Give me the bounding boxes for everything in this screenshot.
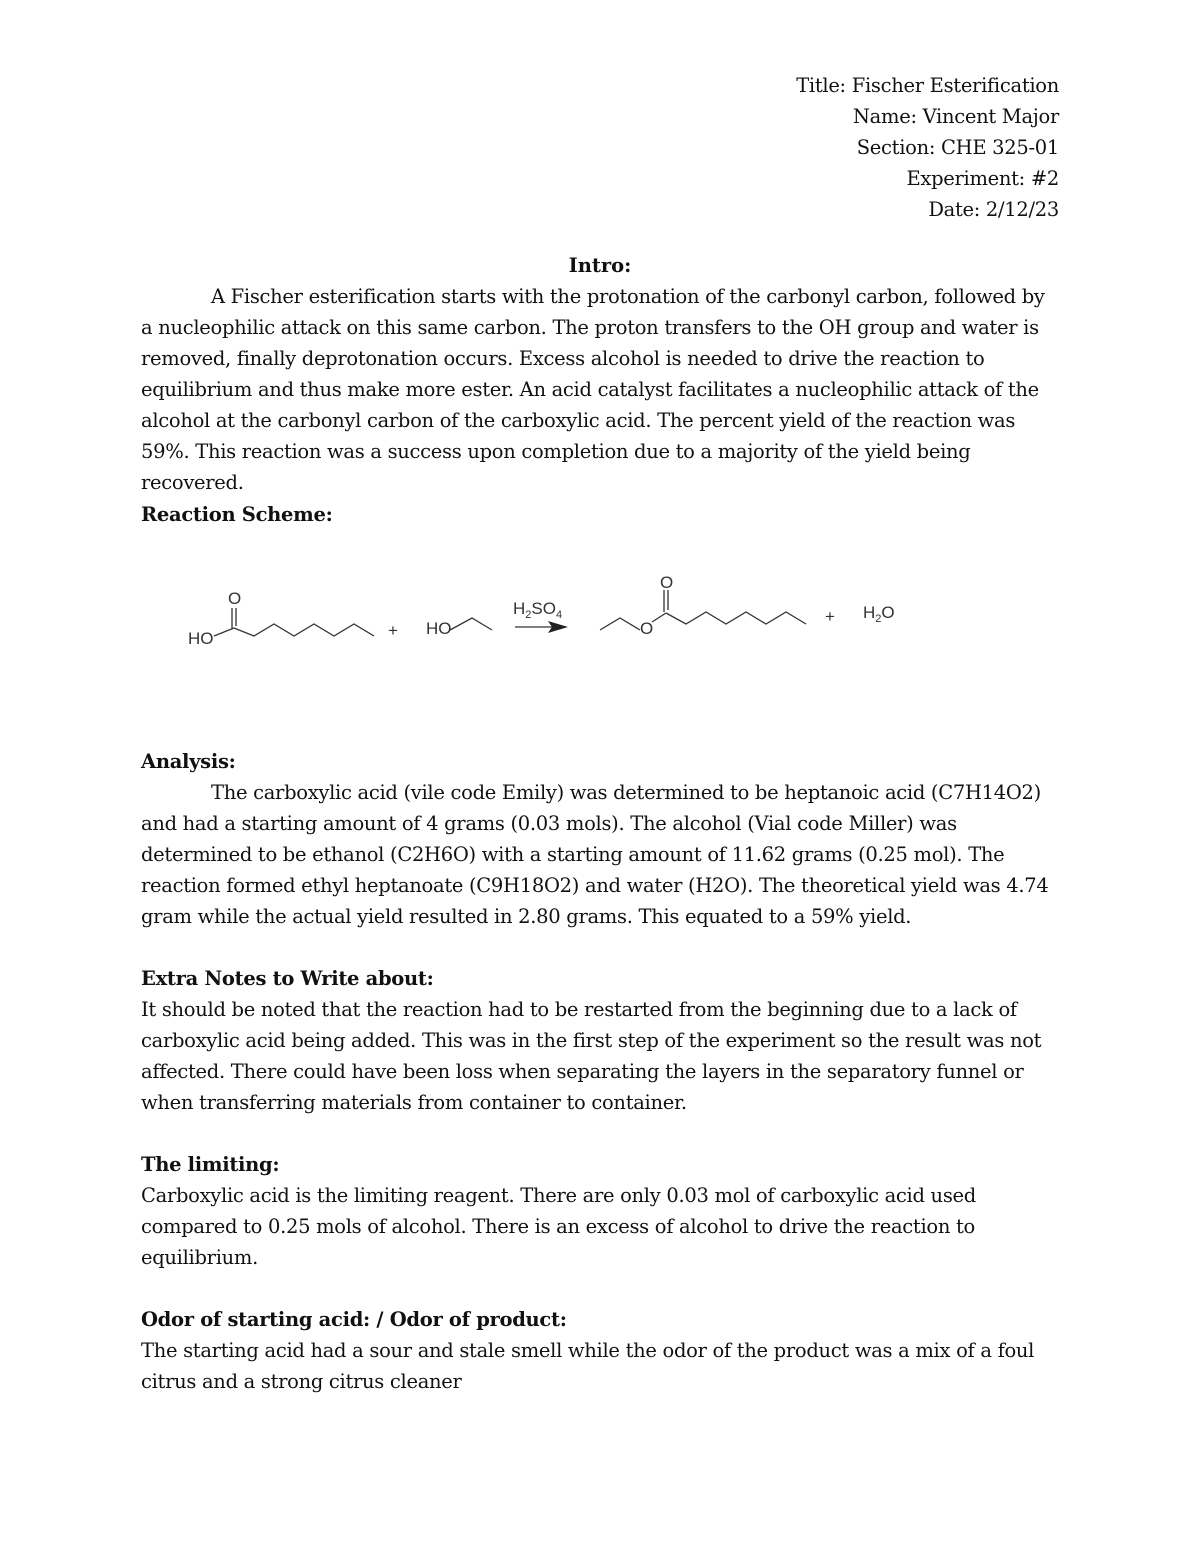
report-header <box>796 70 1059 225</box>
analysis-section <box>141 746 1061 932</box>
analysis-heading: Analysis: <box>141 750 236 773</box>
extra-notes-section <box>141 963 1061 1118</box>
extra-notes-heading: Extra Notes to Write about: <box>141 967 434 990</box>
odor-paragraph: The starting acid had a sour and stale smell while the odor of the product was a mix of a foul citrus and a strong citrus cleaner <box>141 1339 1035 1393</box>
ethanol-carbon-chain <box>450 618 492 630</box>
intro-heading: Intro: <box>568 254 632 277</box>
water-label: $H_2O$ <box>863 603 895 625</box>
ester-carbon-chain <box>666 612 806 624</box>
acid-carbon-chain <box>234 624 374 636</box>
ester-ethyl-chain <box>600 618 640 630</box>
limiting-heading: The limiting: <box>141 1153 280 1176</box>
acid-hydroxyl-label: HO <box>188 629 214 648</box>
report-author: Name: Vincent Major <box>852 105 1059 128</box>
ester-oxygen-bond <box>652 613 666 622</box>
acid-oxygen-label: O <box>228 589 242 608</box>
reaction-scheme-diagram <box>180 570 920 660</box>
report-date: Date: 2/12/23 <box>928 198 1059 221</box>
analysis-paragraph: The carboxylic acid (vile code Emily) was determined to be heptanoic acid (C7H14O2) and had a starting amount of 4 grams (0.03 mols). The alcohol (Vial code Miller) was determined to be ethanol (C2H6O) with a starting amount of 11.62 grams (0.25 mol). The reaction formed ethyl heptanoate (C9H18O2) and water (H2O). The theoretical yield was 4.74 gram while the actual yield resulted in 2.80 grams. This equated to a 59% yield. <box>141 781 1049 928</box>
limiting-section <box>141 1149 1061 1273</box>
ester-oxygen-label: O <box>640 619 654 638</box>
plus-sign-1: + <box>388 621 398 640</box>
reaction-scheme-heading: Reaction Scheme: <box>141 503 333 526</box>
report-experiment: Experiment: #2 <box>906 167 1059 190</box>
limiting-paragraph: Carboxylic acid is the limiting reagent. There are only 0.03 mol of carboxylic acid used compared to 0.25 mols of alcohol. There is an excess of alcohol to drive the reaction to equilibrium. <box>141 1184 976 1269</box>
plus-sign-2: + <box>825 607 835 626</box>
ethanol-hydroxyl-label: HO <box>426 619 452 638</box>
ester-carbonyl-oxygen-label: O <box>660 573 674 592</box>
intro-paragraph: A Fischer esterification starts with the protonation of the carbonyl carbon, followed by a nucleophilic attack on this same carbon. The proton transfers to the OH group and water is removed, finally deprotonation occurs. Excess alcohol is needed to drive the reaction to equilibrium and thus make more ester. An acid catalyst facilitates a nucleophilic attack of the alcohol at the carbonyl carbon of the carboxylic acid. The percent yield of the reaction was 59%. This reaction was a success upon completion due to a majority of the yield being recovered. <box>141 285 1045 494</box>
report-title: Title: Fischer Esterification <box>796 74 1059 97</box>
reaction-scheme-section <box>141 499 1061 530</box>
catalyst-label: $H_2SO_4$ <box>513 599 563 621</box>
odor-section <box>141 1304 1061 1397</box>
intro-section <box>141 281 1061 498</box>
acid-oh-bond <box>214 628 234 636</box>
report-section: Section: CHE 325-01 <box>856 136 1059 159</box>
extra-notes-paragraph: It should be noted that the reaction had to be restarted from the beginning due to a lack of carboxylic acid being added. This was in the first step of the experiment so the result was not affected. There could have been loss when separating the layers in the separatory funnel or when transferring materials from container to container. <box>141 998 1042 1114</box>
odor-heading: Odor of starting acid: / Odor of product: <box>141 1308 567 1331</box>
